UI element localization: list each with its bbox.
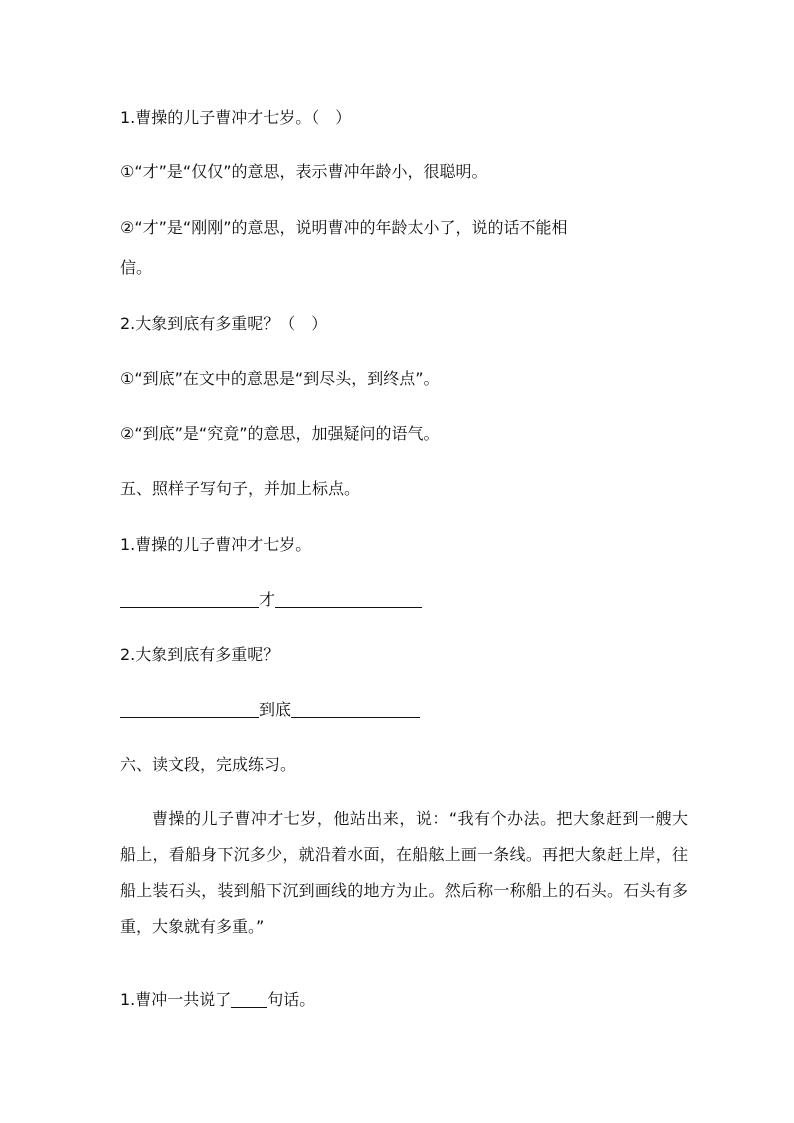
question-2-option-2: ②“到底”是“究竟”的意思，加强疑问的语气。 (120, 424, 440, 443)
question-2-text: 2.大象到底有多重呢？（ ） (120, 314, 328, 333)
question-1-option-1: ①“才”是“仅仅”的意思，表示曹冲年龄小，很聪明。 (120, 162, 488, 181)
section-6-question-1 (120, 989, 315, 1011)
blank-before-daodi[interactable] (120, 701, 259, 718)
blank-before-cai[interactable] (120, 591, 259, 608)
keyword-cai: 才 (259, 590, 276, 609)
keyword-daodi: 到底 (259, 700, 292, 719)
question-text-before-blank: 1.曹冲一共说了 (120, 990, 232, 1009)
section-5-example-2: 2.大象到底有多重呢？ (120, 645, 280, 664)
blank-after-daodi[interactable] (291, 701, 420, 718)
question-1-option-2: ②“才”是“刚刚”的意思，说明曹冲的年龄太小了，说的话不能相 (120, 218, 568, 237)
blank-after-cai[interactable] (275, 591, 422, 608)
section-6-heading: 六、读文段，完成练习。 (120, 755, 297, 774)
question-2-option-1: ①“到底”在文中的意思是“到尽头，到终点”。 (120, 369, 440, 388)
question-1-option-2-continued: 信。 (120, 258, 153, 277)
question-1-text: 1.曹操的儿子曹冲才七岁。（ ） (120, 108, 352, 127)
answer-line-1 (120, 589, 422, 611)
section-5-heading: 五、照样子写句子，并加上标点。 (120, 479, 361, 498)
question-text-after-blank: 句话。 (267, 990, 316, 1009)
sentence-count-blank[interactable] (231, 991, 267, 1008)
reading-passage: 曹操的儿子曹冲才七岁，他站出来，说：“我有个办法。把大象赶到一艘大船上，看船身下沉多少，就沿着水面，在船舷上画一条线。再把大象赶上岸，往船上装石头，装到船下沉到画线的地方为止。然后称一称船上的石头。石头有多重，大象就有多重。” (120, 809, 688, 936)
answer-line-2 (120, 699, 420, 721)
section-5-example-1: 1.曹操的儿子曹冲才七岁。 (120, 535, 312, 554)
